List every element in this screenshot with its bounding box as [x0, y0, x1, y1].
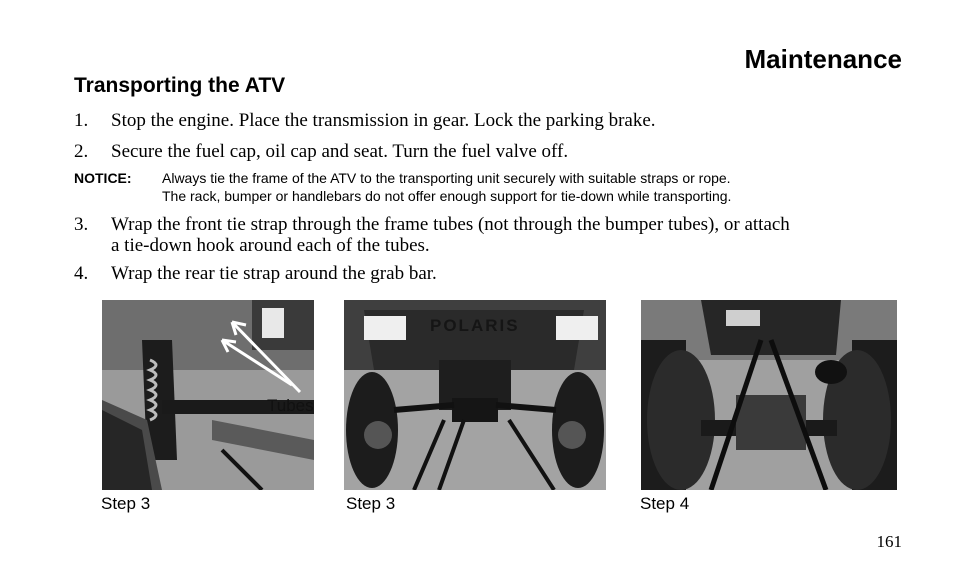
step-text: a tie-down hook around each of the tubes.	[111, 235, 430, 256]
atv-rear-image	[641, 300, 897, 490]
notice-label: NOTICE:	[74, 170, 132, 186]
section-title: Maintenance	[744, 44, 902, 74]
photo-caption: Step 3	[101, 494, 151, 513]
photo-rear-atv	[641, 300, 897, 490]
step-number: 4.	[74, 263, 89, 284]
page-number: 161	[876, 532, 902, 551]
step-number: 2.	[74, 141, 89, 162]
step-number: 3.	[74, 214, 89, 235]
photo-front-atv	[344, 300, 606, 490]
page-subtitle: Transporting the ATV	[74, 74, 286, 97]
atv-front-frame-image	[102, 300, 314, 490]
step-number: 1.	[74, 110, 89, 131]
step-text: Secure the fuel cap, oil cap and seat. Turn the fuel valve off.	[111, 141, 569, 162]
step-text: Stop the engine. Place the transmission in gear. Lock the parking brake.	[111, 110, 656, 131]
photo-caption: Step 3	[346, 494, 396, 513]
notice-line: Always tie the frame of the ATV to the transporting unit securely with suitable straps or rope.	[162, 170, 731, 186]
step-text: Wrap the front tie strap through the frame tubes (not through the bumper tubes), or attach	[111, 214, 790, 235]
photo-caption: Step 4	[640, 494, 690, 513]
photo-front-tubes	[102, 300, 314, 490]
notice-line: The rack, bumper or handlebars do not offer enough support for tie-down while transporting.	[162, 188, 732, 204]
step-text: Wrap the rear tie strap around the grab bar.	[111, 263, 437, 284]
polaris-logo: POLARIS	[430, 316, 520, 335]
tubes-callout: Tubes	[267, 396, 314, 415]
